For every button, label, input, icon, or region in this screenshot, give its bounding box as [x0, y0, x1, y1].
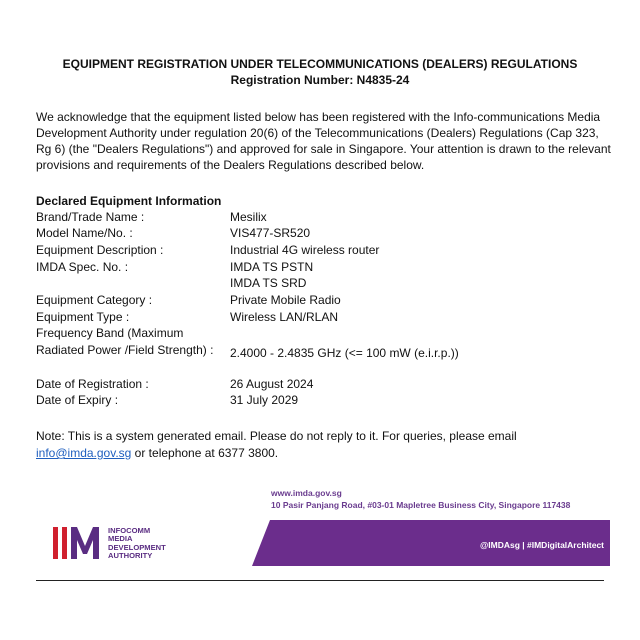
- footer-website[interactable]: www.imda.gov.sg: [271, 488, 342, 498]
- registration-number: Registration Number: N4835-24: [230, 73, 410, 87]
- logo-line-4: AUTHORITY: [108, 550, 153, 560]
- brand-value: Mesilix: [230, 210, 267, 224]
- type-value: Wireless LAN/RLAN: [230, 310, 339, 324]
- registration-date-value: 26 August 2024: [230, 377, 314, 391]
- spec-value-1: IMDA TS PSTN: [230, 260, 314, 274]
- footer-divider: [36, 580, 604, 581]
- logo-line-2: MEDIA: [108, 534, 133, 544]
- spec-label: IMDA Spec. No. :: [36, 260, 129, 274]
- imda-logo-icon: [52, 526, 104, 560]
- intro-paragraph: We acknowledge that the equipment listed below has been registered with the Info-communications Media Development Authority under regulation 20(6) of the Telecommunications (Dealers) Regulations (Cap 323, Rg 6) (the "Dealers Regulations") and approved for sale in Singapore. Your attention is drawn to the relevant provisions and requirements of the Dealers Regulations described below.: [36, 110, 611, 172]
- description-label: Equipment Description :: [36, 243, 164, 257]
- type-label: Equipment Type :: [36, 310, 130, 324]
- model-value: VIS477-SR520: [230, 226, 311, 240]
- frequency-label-line2: Radiated Power /Field Strength) :: [36, 343, 214, 357]
- brand-label: Brand/Trade Name :: [36, 210, 145, 224]
- description-value: Industrial 4G wireless router: [230, 243, 380, 257]
- logo-line-1: INFOCOMM: [108, 526, 151, 535]
- frequency-value: 2.4000 - 2.4835 GHz (<= 100 mW (e.i.r.p.)): [230, 346, 459, 360]
- logo-wordmark: [108, 527, 166, 560]
- note-paragraph: [36, 428, 612, 462]
- spec-value-2: IMDA TS SRD: [230, 276, 307, 290]
- expiry-date-label: Date of Expiry :: [36, 393, 119, 407]
- page-title: [0, 56, 640, 88]
- note-text-after: or telephone at 6377 3800.: [131, 446, 279, 460]
- model-label: Model Name/No. :: [36, 226, 133, 240]
- logo-line-3: DEVELOPMENT: [108, 542, 166, 552]
- footer-social: @IMDAsg | #IMDigitalArchitect: [479, 540, 604, 550]
- category-label: Equipment Category :: [36, 293, 153, 307]
- email-link[interactable]: info@imda.gov.sg: [36, 446, 132, 460]
- note-text: Note: This is a system generated email. Please do not reply to it. For queries, please email: [36, 429, 517, 443]
- document-title: EQUIPMENT REGISTRATION UNDER TELECOMMUNICATIONS (DEALERS) REGULATIONS: [62, 57, 578, 71]
- frequency-label-line1: Frequency Band (Maximum: [36, 326, 184, 340]
- footer-address: 10 Pasir Panjang Road, #03-01 Mapletree Business City, Singapore 117438: [271, 500, 571, 510]
- section-title: Declared Equipment Information: [36, 194, 222, 208]
- registration-date-label: Date of Registration :: [36, 377, 149, 391]
- expiry-date-value: 31 July 2029: [230, 393, 299, 407]
- category-value: Private Mobile Radio: [230, 293, 341, 307]
